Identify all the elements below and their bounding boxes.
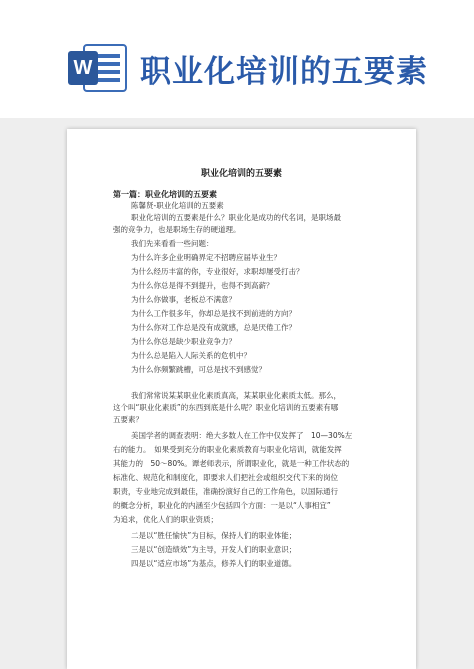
body-line: 二是以“胜任愉快”为目标，保持人们的职业体能； (131, 531, 297, 540)
body-line: 三是以“创造绩效”为主导，开发人们的职业意识； (131, 545, 297, 554)
body-line: 为什么你频繁跳槽，可总是找不到感觉？ (131, 365, 266, 374)
body-line: 为什么总是陷入人际关系的危机中？ (131, 351, 251, 360)
body-line: 四是以“适应市场”为基点，修养人们的职业道德。 (131, 559, 297, 568)
body-line: 美国学者的调查表明：绝大多数人在工作中仅发挥了 10—30%左 (131, 431, 353, 440)
word-document-icon (66, 41, 128, 95)
body-line: 为什么你总是缺少职业竞争力？ (131, 337, 236, 346)
body-line: 其能力的 50～80%。谭老师表示，所谓职业化，就是一种工作状态的 (113, 459, 350, 468)
body-line: 为什么你做事，老板总不满意？ (131, 295, 236, 304)
body-line: 陈馨贤-职业化培训的五要素 (131, 201, 224, 210)
body-line: 标准化、规范化和制度化，即要求人们把社会或组织交代下来的岗位 (113, 473, 338, 482)
body-line: 这个叫“职业化素质”的东西到底是什么呢？职业化培训的五要素有哪 (113, 403, 339, 412)
svg-text:W: W (73, 57, 93, 79)
document-page (67, 129, 416, 669)
body-line: 职责，专业地完成到最佳，准确扮演好自己的工作角色，以国际通行 (113, 487, 338, 496)
body-line: 为什么你对工作总是没有成就感，总是厌倦工作？ (131, 323, 296, 332)
body-line: 为什么许多企业明确界定不招聘应届毕业生？ (131, 253, 281, 262)
body-line: 右的能力。 如果受到充分的职业化素质教育与职业化培训，就能发挥 (113, 445, 342, 454)
body-line: 五要素？ (113, 415, 143, 424)
document-title: 职业化培训的五要素 (200, 169, 282, 179)
body-line: 我们先来看看一些问题： (131, 239, 214, 248)
body-line: 为什么工作很多年，你却总是找不到前进的方向？ (131, 309, 296, 318)
body-line: 为什么你总是得不到提升，也得不到高薪？ (131, 281, 274, 290)
body-line: 职业化培训的五要素是什么？职业化是成功的代名词，是职场最 (131, 213, 341, 222)
body-line: 的概念分析，职业化的内涵至少包括四个方面：一是以“人事相宜” (113, 501, 331, 510)
body-line: 强的竞争力，也是职场生存的硬道理。 (113, 225, 241, 234)
section-heading: 第一篇：职业化培训的五要素 (113, 190, 217, 199)
body-line: 为什么经历丰富的你，专业很好，求职却屡受打击？ (131, 267, 304, 276)
banner-title: 职业化培训的五要素 (140, 54, 428, 90)
document-banner (0, 0, 474, 118)
body-line: 我们常常说某某职业化素质真高，某某职业化素质太低。那么， (131, 391, 341, 400)
body-line: 为追求，优化人们的职业资质； (113, 515, 218, 524)
